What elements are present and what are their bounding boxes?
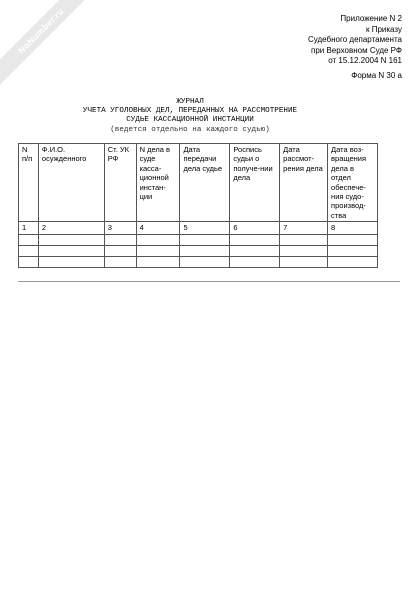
column-number: 3 (104, 222, 136, 234)
table-cell (104, 256, 136, 267)
column-number: 7 (280, 222, 328, 234)
journal-title (40, 98, 340, 135)
title-line: УЧЕТА УГОЛОВНЫХ ДЕЛ, ПЕРЕДАННЫХ НА РАССМОТРЕНИЕ (82, 107, 298, 116)
column-header: Дата рассмот-рения дела (280, 144, 328, 222)
header-line: при Верховном Суде РФ (311, 45, 402, 55)
table-row (19, 245, 378, 256)
table-cell (38, 234, 104, 245)
table-cell (104, 234, 136, 245)
column-header: N дела в суде касса-ционной инстан-ции (136, 144, 180, 222)
table-row (19, 234, 378, 245)
table-cell (104, 245, 136, 256)
table-row (19, 256, 378, 267)
column-number-row (19, 222, 378, 234)
title-line: СУДЬЕ КАССАЦИОННОЙ ИНСТАНЦИИ (126, 116, 254, 125)
table-cell (328, 234, 378, 245)
table-cell (280, 234, 328, 245)
table-cell (328, 256, 378, 267)
table-cell (136, 245, 180, 256)
header-line: от 15.12.2004 N 161 (328, 56, 402, 66)
column-number: 2 (38, 222, 104, 234)
form-number: Форма N 30 а (351, 71, 402, 80)
header-line: к Приказу (365, 24, 402, 34)
divider (18, 281, 400, 282)
table-cell (19, 234, 39, 245)
table-cell (280, 256, 328, 267)
column-header: Дата воз-вращения дела в отдел обеспече-ния судо-производ-ства (328, 144, 378, 222)
journal-table (18, 143, 378, 268)
column-number: 8 (328, 222, 378, 234)
table-cell (19, 245, 39, 256)
column-number: 6 (230, 222, 280, 234)
header-line: Судебного департамента (308, 35, 402, 45)
table-cell (136, 234, 180, 245)
table-cell (38, 245, 104, 256)
table-cell (328, 245, 378, 256)
table-cell (180, 234, 230, 245)
table-header-row (19, 144, 378, 222)
column-header: Ф.И.О. осужденного (38, 144, 104, 222)
column-number: 5 (180, 222, 230, 234)
table-cell (280, 245, 328, 256)
table-cell (180, 256, 230, 267)
title-note: (ведется отдельно на каждого судью) (110, 125, 270, 134)
watermark: NoNumber.ru (0, 0, 100, 90)
table-cell (180, 245, 230, 256)
table-cell (19, 256, 39, 267)
title-line: ЖУРНАЛ (176, 98, 204, 106)
column-header: Роспись судьи о получе-нии дела (230, 144, 280, 222)
table-cell (38, 256, 104, 267)
appendix-header (242, 14, 402, 67)
header-line: Приложение N 2 (340, 14, 402, 23)
column-number: 1 (19, 222, 39, 234)
table-cell (230, 245, 280, 256)
table-cell (230, 234, 280, 245)
column-number: 4 (136, 222, 180, 234)
column-header: Ст. УК РФ (104, 144, 136, 222)
table-cell (136, 256, 180, 267)
column-header: N п/п (19, 144, 39, 222)
table-cell (230, 256, 280, 267)
column-header: Дата передачи дела судье (180, 144, 230, 222)
